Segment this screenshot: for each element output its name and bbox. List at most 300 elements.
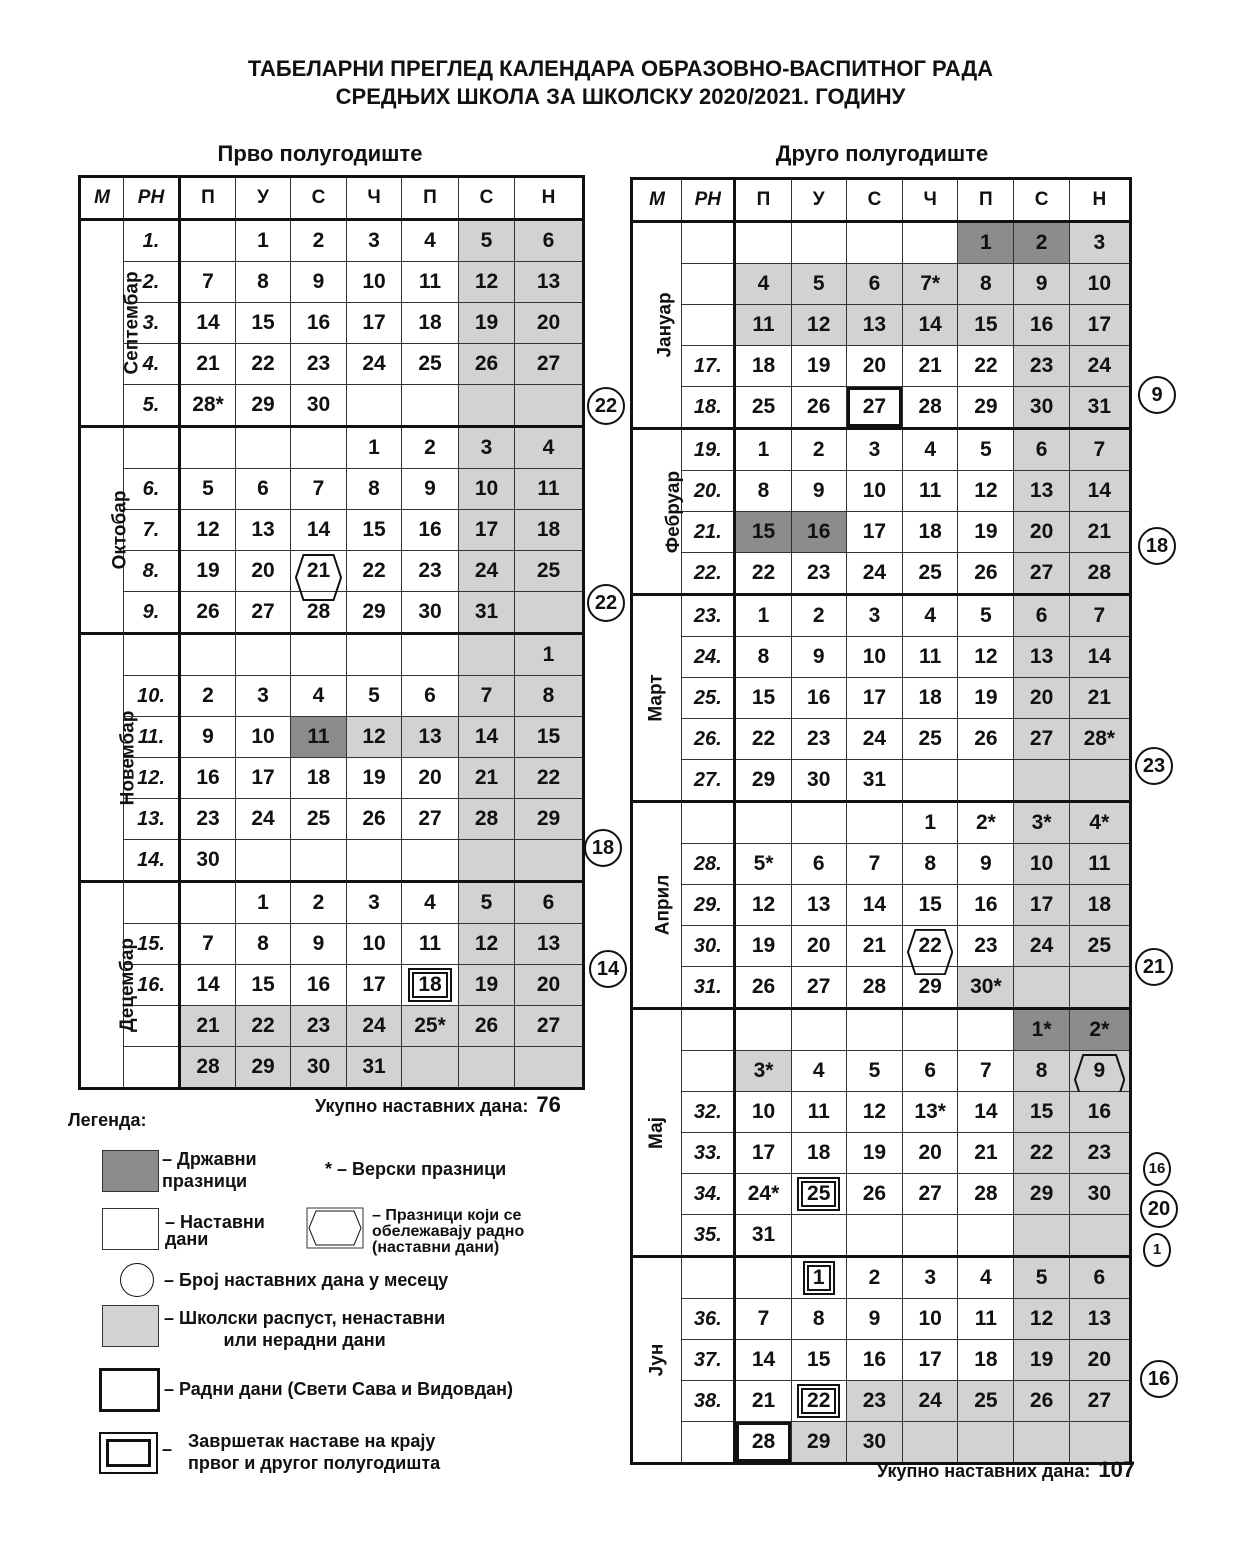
day-value: 23 bbox=[306, 1014, 331, 1037]
day-value: 28 bbox=[306, 600, 331, 623]
day-cell bbox=[459, 469, 515, 510]
day-value: 8 bbox=[1035, 1059, 1048, 1082]
day-value: 28* bbox=[1083, 727, 1116, 750]
day-value: 31 bbox=[1087, 395, 1112, 418]
day-cell bbox=[347, 758, 402, 799]
day-value: 26 bbox=[974, 561, 998, 584]
week-row bbox=[632, 1299, 1131, 1340]
day-value: 27 bbox=[251, 600, 275, 623]
day-cell bbox=[347, 510, 402, 551]
day-value: 21 bbox=[306, 559, 331, 582]
day-value: 19 bbox=[862, 1141, 887, 1164]
week-row bbox=[632, 885, 1131, 926]
month-name bbox=[80, 634, 139, 882]
day-value: 15 bbox=[536, 725, 561, 748]
week-row bbox=[80, 262, 584, 303]
day-cell bbox=[903, 1051, 958, 1092]
day-cell bbox=[903, 637, 958, 678]
day-value: 13* bbox=[914, 1100, 946, 1123]
second-total bbox=[877, 1457, 1135, 1483]
day-cell bbox=[402, 924, 459, 965]
day-value: 28 bbox=[196, 1055, 220, 1078]
day-value: 16 bbox=[862, 1348, 887, 1371]
day-cell bbox=[903, 222, 958, 264]
day-value: 1 bbox=[757, 604, 770, 627]
week-row bbox=[632, 637, 1131, 678]
day-value: 10 bbox=[1029, 852, 1054, 875]
day-cell bbox=[846, 553, 902, 595]
day-value: 12 bbox=[1029, 1307, 1054, 1330]
day-value: 8 bbox=[924, 852, 936, 875]
day-cell bbox=[1014, 305, 1069, 346]
week-number: 19. bbox=[682, 429, 735, 471]
day-cell bbox=[1014, 1051, 1069, 1092]
day-cell bbox=[903, 885, 958, 926]
day-value: 5 bbox=[368, 684, 380, 707]
legend-end: Завршетак наставе на крају првог и другог полугодишта bbox=[188, 1431, 441, 1473]
day-cell bbox=[1069, 264, 1130, 305]
week-number: 36. bbox=[682, 1299, 735, 1340]
day-cell bbox=[1069, 471, 1130, 512]
header-0: М bbox=[80, 177, 124, 220]
day-cell bbox=[459, 262, 515, 303]
week-row bbox=[80, 717, 584, 758]
day-value: 1 bbox=[542, 643, 555, 666]
month-name bbox=[632, 222, 682, 429]
day-cell bbox=[291, 427, 347, 469]
legend-end-dash: – bbox=[162, 1439, 173, 1459]
day-cell bbox=[402, 551, 459, 592]
day-cell bbox=[791, 1133, 846, 1174]
day-cell bbox=[735, 885, 791, 926]
day-cell bbox=[180, 1047, 236, 1089]
end-swatch bbox=[99, 1432, 158, 1474]
day-cell bbox=[846, 595, 902, 637]
day-cell bbox=[459, 220, 515, 262]
day-value: 19 bbox=[474, 973, 499, 996]
week-row bbox=[632, 1174, 1131, 1215]
week-row bbox=[80, 758, 584, 799]
week-number: 6. bbox=[124, 469, 180, 510]
day-cell bbox=[735, 637, 791, 678]
week-number: 9. bbox=[124, 592, 180, 634]
day-value: 21 bbox=[474, 766, 499, 789]
header-1: РН bbox=[124, 177, 180, 220]
day-cell bbox=[1069, 512, 1130, 553]
day-cell bbox=[735, 346, 791, 387]
day-value: 2 bbox=[312, 891, 325, 914]
day-value: 7 bbox=[868, 852, 881, 875]
week-row bbox=[632, 471, 1131, 512]
day-cell bbox=[846, 678, 902, 719]
day-value: 21 bbox=[918, 354, 942, 377]
first-semester-title: Прво полугодиште bbox=[217, 141, 423, 166]
day-cell bbox=[1069, 1215, 1130, 1257]
month-label: Јануар bbox=[654, 292, 676, 358]
month-label: Децембар bbox=[117, 937, 139, 1033]
week-row bbox=[632, 802, 1131, 844]
day-value: 27 bbox=[536, 1014, 561, 1037]
day-cell bbox=[1069, 926, 1130, 967]
day-value: 17 bbox=[862, 686, 887, 709]
day-value: 22 bbox=[974, 354, 998, 377]
day-cell bbox=[903, 1174, 958, 1215]
day-value: 2 bbox=[868, 1266, 881, 1289]
day-cell bbox=[1014, 637, 1069, 678]
legend-holidays-work: – Празници који се обележавају радно (наставни дани) bbox=[372, 1207, 525, 1256]
header-8: Н bbox=[1069, 179, 1130, 222]
header-4: С bbox=[846, 179, 902, 222]
day-value: 30 bbox=[306, 1055, 331, 1078]
day-value: 22 bbox=[251, 352, 275, 375]
day-value: 2 bbox=[812, 604, 825, 627]
week-number: 23. bbox=[682, 595, 735, 637]
day-value: 11 bbox=[974, 1307, 997, 1330]
day-cell bbox=[846, 305, 902, 346]
day-value: 2 bbox=[424, 436, 436, 459]
day-value: 28 bbox=[918, 395, 942, 418]
day-value: 26 bbox=[862, 1182, 887, 1205]
first-semester-table bbox=[78, 175, 585, 1090]
week-row bbox=[80, 220, 584, 262]
week-row bbox=[80, 344, 584, 385]
day-cell bbox=[291, 882, 347, 924]
day-cell bbox=[459, 592, 515, 634]
second-semester-table bbox=[630, 177, 1132, 1465]
day-cell bbox=[791, 926, 846, 967]
day-cell bbox=[735, 1092, 791, 1133]
week-number: 3. bbox=[124, 303, 180, 344]
week-number bbox=[124, 1047, 180, 1089]
day-cell bbox=[735, 429, 791, 471]
day-cell bbox=[903, 387, 958, 429]
day-cell bbox=[903, 1257, 958, 1299]
day-cell bbox=[958, 1051, 1014, 1092]
day-value: 22 bbox=[918, 934, 942, 957]
day-value: 3 bbox=[368, 229, 380, 252]
day-cell bbox=[347, 427, 402, 469]
day-value: 13 bbox=[807, 893, 831, 916]
week-number: 30. bbox=[682, 926, 735, 967]
day-value: 1* bbox=[1031, 1018, 1052, 1041]
day-cell bbox=[1069, 719, 1130, 760]
day-value: 4 bbox=[542, 436, 555, 459]
day-value: 30 bbox=[1029, 395, 1054, 418]
day-cell bbox=[402, 1006, 459, 1047]
month-label: Мај bbox=[646, 1116, 668, 1149]
day-value: 18 bbox=[974, 1348, 998, 1371]
day-cell bbox=[1014, 346, 1069, 387]
day-value: 30 bbox=[196, 848, 220, 871]
day-value: 27 bbox=[918, 1182, 942, 1205]
day-cell bbox=[291, 634, 347, 676]
day-cell bbox=[846, 1009, 902, 1051]
second-total-label: Укупно наставних дана: bbox=[877, 1461, 1091, 1481]
day-value: 24* bbox=[747, 1182, 780, 1205]
week-number: 26. bbox=[682, 719, 735, 760]
day-cell bbox=[791, 637, 846, 678]
day-value: 16 bbox=[418, 518, 442, 541]
week-number: 25. bbox=[682, 678, 735, 719]
week-number bbox=[124, 634, 180, 676]
day-value: 19 bbox=[474, 311, 499, 334]
week-number bbox=[682, 264, 735, 305]
day-value: 19 bbox=[751, 934, 776, 957]
day-cell bbox=[236, 758, 291, 799]
day-value: 29 bbox=[974, 395, 998, 418]
day-cell bbox=[791, 760, 846, 802]
day-cell bbox=[291, 758, 347, 799]
day-value: 10 bbox=[362, 932, 386, 955]
week-number: 22. bbox=[682, 553, 735, 595]
day-cell bbox=[1014, 1133, 1069, 1174]
week-row bbox=[632, 1133, 1131, 1174]
month-count-circle: 14 bbox=[589, 950, 627, 988]
day-cell bbox=[846, 1299, 902, 1340]
day-cell bbox=[515, 634, 584, 676]
day-cell bbox=[236, 965, 291, 1006]
day-cell bbox=[402, 717, 459, 758]
day-value: 25* bbox=[414, 1014, 446, 1037]
day-value: 7 bbox=[757, 1307, 770, 1330]
first-total-label: Укупно наставних дана: bbox=[315, 1096, 529, 1116]
day-cell bbox=[459, 882, 515, 924]
day-cell bbox=[515, 303, 584, 344]
day-value: 2* bbox=[1089, 1018, 1110, 1041]
day-cell bbox=[846, 967, 902, 1009]
day-value: 16 bbox=[1029, 313, 1054, 336]
day-value: 10 bbox=[751, 1100, 776, 1123]
day-cell bbox=[735, 1174, 791, 1215]
week-number bbox=[682, 1009, 735, 1051]
day-cell bbox=[846, 719, 902, 760]
day-value: 4 bbox=[924, 438, 936, 461]
day-value: 31 bbox=[362, 1055, 386, 1078]
day-cell bbox=[1014, 760, 1069, 802]
day-value: 3 bbox=[1093, 231, 1106, 254]
day-cell bbox=[180, 717, 236, 758]
day-value: 27 bbox=[1029, 561, 1054, 584]
month-count-circle: 9 bbox=[1138, 376, 1176, 414]
day-cell bbox=[347, 220, 402, 262]
day-value: 10 bbox=[862, 645, 887, 668]
day-value: 13 bbox=[251, 518, 275, 541]
day-cell bbox=[1014, 885, 1069, 926]
day-value: 27 bbox=[1029, 727, 1054, 750]
day-value: 28 bbox=[1087, 561, 1112, 584]
day-cell bbox=[1014, 802, 1069, 844]
day-value: 9 bbox=[868, 1307, 881, 1330]
legend-break: – Школски распуст, ненаставни или нерадни дани bbox=[164, 1308, 446, 1350]
day-value: 14 bbox=[196, 311, 220, 334]
day-value: 15 bbox=[1029, 1100, 1054, 1123]
day-cell bbox=[958, 885, 1014, 926]
day-cell bbox=[791, 802, 846, 844]
day-cell bbox=[846, 346, 902, 387]
week-row bbox=[632, 926, 1131, 967]
week-row bbox=[632, 1051, 1131, 1092]
week-number: 20. bbox=[682, 471, 735, 512]
week-row bbox=[632, 844, 1131, 885]
day-cell bbox=[958, 637, 1014, 678]
month-count-circle: 18 bbox=[1138, 527, 1176, 565]
day-cell bbox=[958, 1257, 1014, 1299]
day-cell bbox=[515, 758, 584, 799]
day-value: 8 bbox=[542, 684, 555, 707]
day-cell bbox=[347, 551, 402, 592]
day-cell bbox=[846, 1340, 902, 1381]
day-value: 30 bbox=[418, 600, 442, 623]
first-total bbox=[315, 1092, 561, 1118]
day-cell bbox=[347, 634, 402, 676]
day-cell bbox=[515, 220, 584, 262]
day-value: 31 bbox=[862, 768, 887, 791]
day-cell bbox=[735, 1257, 791, 1299]
day-value: 10 bbox=[474, 477, 499, 500]
day-value: 16 bbox=[974, 893, 998, 916]
day-cell bbox=[846, 222, 902, 264]
week-row bbox=[632, 760, 1131, 802]
day-value: 10 bbox=[251, 725, 275, 748]
day-value: 26 bbox=[196, 600, 220, 623]
day-value: 9 bbox=[812, 645, 825, 668]
day-cell bbox=[1069, 1257, 1130, 1299]
week-row bbox=[632, 1381, 1131, 1422]
day-value: 20 bbox=[1087, 1348, 1112, 1371]
day-cell bbox=[291, 1006, 347, 1047]
day-cell bbox=[291, 262, 347, 303]
header-6: П bbox=[958, 179, 1014, 222]
day-value: 9 bbox=[1093, 1059, 1106, 1082]
day-cell bbox=[735, 678, 791, 719]
week-number bbox=[682, 305, 735, 346]
day-cell bbox=[1069, 967, 1130, 1009]
day-cell bbox=[459, 965, 515, 1006]
day-value: 27 bbox=[807, 975, 831, 998]
day-value: 1 bbox=[368, 436, 380, 459]
day-cell bbox=[180, 882, 236, 924]
day-value: 21 bbox=[1087, 686, 1112, 709]
week-row bbox=[632, 1215, 1131, 1257]
header-3: У bbox=[236, 177, 291, 220]
week-number: 4. bbox=[124, 344, 180, 385]
week-row bbox=[80, 840, 584, 882]
day-cell bbox=[791, 719, 846, 760]
day-cell bbox=[791, 553, 846, 595]
day-cell bbox=[1014, 553, 1069, 595]
day-cell bbox=[903, 471, 958, 512]
week-number: 14. bbox=[124, 840, 180, 882]
week-number: 12. bbox=[124, 758, 180, 799]
day-value: 21 bbox=[196, 1014, 220, 1037]
week-number bbox=[124, 427, 180, 469]
week-number bbox=[682, 1257, 735, 1299]
day-value: 21 bbox=[862, 934, 887, 957]
day-value: 11 bbox=[307, 725, 330, 748]
day-value: 4 bbox=[980, 1266, 992, 1289]
day-cell bbox=[291, 510, 347, 551]
week-row bbox=[80, 385, 584, 427]
day-cell bbox=[402, 965, 459, 1006]
day-cell bbox=[735, 719, 791, 760]
week-number: 29. bbox=[682, 885, 735, 926]
break-swatch bbox=[102, 1305, 159, 1347]
day-value: 20 bbox=[807, 934, 831, 957]
day-value: 12 bbox=[862, 1100, 887, 1123]
week-row bbox=[80, 1006, 584, 1047]
day-cell bbox=[515, 676, 584, 717]
header-7: С bbox=[459, 177, 515, 220]
day-cell bbox=[958, 512, 1014, 553]
day-cell bbox=[515, 551, 584, 592]
week-row bbox=[80, 799, 584, 840]
day-value: 11 bbox=[752, 313, 775, 336]
day-value: 19 bbox=[974, 686, 998, 709]
day-cell bbox=[1014, 471, 1069, 512]
day-cell bbox=[735, 1381, 791, 1422]
day-value: 13 bbox=[536, 270, 561, 293]
day-value: 3* bbox=[1031, 811, 1052, 834]
day-cell bbox=[180, 385, 236, 427]
day-cell bbox=[291, 220, 347, 262]
day-value: 16 bbox=[196, 766, 220, 789]
day-cell bbox=[958, 595, 1014, 637]
first-total-value: 76 bbox=[536, 1092, 561, 1117]
day-value: 20 bbox=[251, 559, 275, 582]
week-row bbox=[632, 512, 1131, 553]
day-value: 6 bbox=[1035, 438, 1048, 461]
teaching-day-swatch bbox=[102, 1208, 159, 1250]
day-value: 22 bbox=[801, 1388, 836, 1414]
day-cell bbox=[347, 262, 402, 303]
month-label: Новембар bbox=[117, 710, 139, 805]
day-value: 14 bbox=[474, 725, 499, 748]
day-cell bbox=[1014, 429, 1069, 471]
day-cell bbox=[846, 1215, 902, 1257]
header-5: Ч bbox=[903, 179, 958, 222]
day-value: 9 bbox=[1035, 272, 1048, 295]
day-cell bbox=[791, 678, 846, 719]
day-value: 12 bbox=[474, 270, 499, 293]
day-value: 23 bbox=[974, 934, 998, 957]
day-value: 17 bbox=[751, 1141, 776, 1164]
day-value: 13 bbox=[862, 313, 887, 336]
day-cell bbox=[1014, 222, 1069, 264]
day-cell bbox=[958, 760, 1014, 802]
day-value: 23 bbox=[1029, 354, 1054, 377]
week-row bbox=[80, 634, 584, 676]
day-cell bbox=[515, 344, 584, 385]
day-cell bbox=[903, 512, 958, 553]
day-value: 1 bbox=[980, 231, 992, 254]
day-cell bbox=[291, 1047, 347, 1089]
day-cell bbox=[735, 1340, 791, 1381]
day-value: 24 bbox=[474, 559, 499, 582]
day-value: 26 bbox=[474, 352, 499, 375]
day-cell bbox=[1069, 595, 1130, 637]
day-cell bbox=[735, 926, 791, 967]
day-cell bbox=[1069, 1340, 1130, 1381]
day-value: 27 bbox=[862, 395, 887, 418]
day-value: 20 bbox=[1029, 686, 1054, 709]
day-value: 7 bbox=[1093, 438, 1106, 461]
day-value: 3 bbox=[368, 891, 380, 914]
day-cell bbox=[1014, 1009, 1069, 1051]
day-cell bbox=[735, 553, 791, 595]
day-cell bbox=[791, 346, 846, 387]
day-cell bbox=[515, 882, 584, 924]
day-cell bbox=[846, 1133, 902, 1174]
